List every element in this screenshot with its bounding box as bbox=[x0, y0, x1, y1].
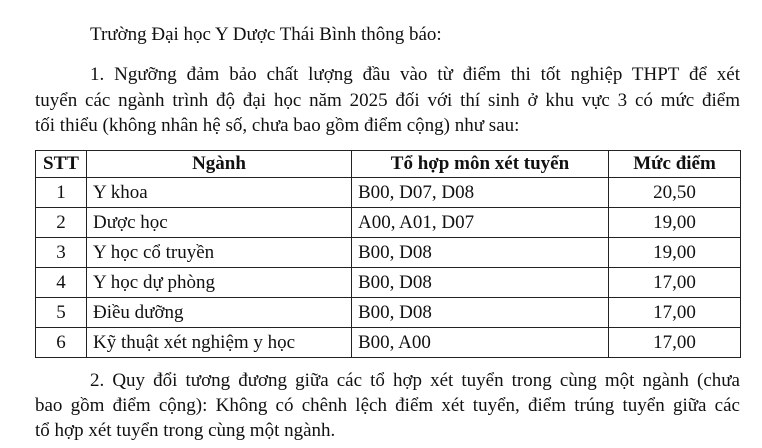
row-major: Kỹ thuật xét nghiệm y học bbox=[87, 328, 352, 358]
row-stt: 6 bbox=[36, 328, 87, 358]
table-row bbox=[36, 298, 741, 328]
row-stt: 3 bbox=[36, 238, 87, 268]
row-subject-combination: B00, A00 bbox=[352, 328, 609, 358]
row-stt: 1 bbox=[36, 178, 87, 208]
intro-text: Trường Đại học Y Dược Thái Bình thông báo: bbox=[90, 24, 442, 45]
header-score: Mức điểm bbox=[609, 151, 741, 178]
row-major: Điều dưỡng bbox=[87, 298, 352, 328]
row-stt: 2 bbox=[36, 208, 87, 238]
row-score: 17,00 bbox=[609, 328, 741, 358]
table-header-row bbox=[36, 151, 741, 178]
table-row bbox=[36, 328, 741, 358]
row-score: 20,50 bbox=[609, 178, 741, 208]
para1-line3: tối thiểu (không nhân hệ số, chưa bao gồm điểm cộng) như sau: bbox=[35, 115, 520, 136]
row-major: Y học cổ truyền bbox=[87, 238, 352, 268]
row-stt: 4 bbox=[36, 268, 87, 298]
para1-line1: 1. Ngưỡng đảm bảo chất lượng đầu vào từ điểm thi tốt nghiệp THPT để xét bbox=[90, 64, 740, 85]
row-score: 19,00 bbox=[609, 208, 741, 238]
row-major: Y học dự phòng bbox=[87, 268, 352, 298]
table-row bbox=[36, 178, 741, 208]
table-row bbox=[36, 208, 741, 238]
row-subject-combination: B00, D07, D08 bbox=[352, 178, 609, 208]
para1-line2: tuyển các ngành trình độ đại học năm 2025 đối với thí sinh ở khu vực 3 có mức điểm bbox=[35, 90, 740, 111]
para2-line1: 2. Quy đổi tương đương giữa các tổ hợp xét tuyển trong cùng một ngành (chưa bbox=[90, 370, 740, 391]
table-row bbox=[36, 268, 741, 298]
row-score: 17,00 bbox=[609, 268, 741, 298]
row-subject-combination: B00, D08 bbox=[352, 268, 609, 298]
para2-line3: tổ hợp xét tuyển trong cùng một ngành. bbox=[35, 420, 336, 441]
header-subject-combination: Tổ hợp môn xét tuyển bbox=[352, 151, 609, 178]
row-subject-combination: B00, D08 bbox=[352, 238, 609, 268]
row-major: Y khoa bbox=[87, 178, 352, 208]
header-major: Ngành bbox=[87, 151, 352, 178]
para2-line2: bao gồm điểm cộng): Không có chênh lệch điểm xét tuyển, điểm trúng tuyển giữa các bbox=[35, 395, 740, 416]
row-stt: 5 bbox=[36, 298, 87, 328]
row-subject-combination: A00, A01, D07 bbox=[352, 208, 609, 238]
table-row bbox=[36, 238, 741, 268]
row-score: 19,00 bbox=[609, 238, 741, 268]
row-score: 17,00 bbox=[609, 298, 741, 328]
row-major: Dược học bbox=[87, 208, 352, 238]
header-stt: STT bbox=[36, 151, 87, 178]
threshold-table bbox=[35, 150, 741, 358]
row-subject-combination: B00, D08 bbox=[352, 298, 609, 328]
